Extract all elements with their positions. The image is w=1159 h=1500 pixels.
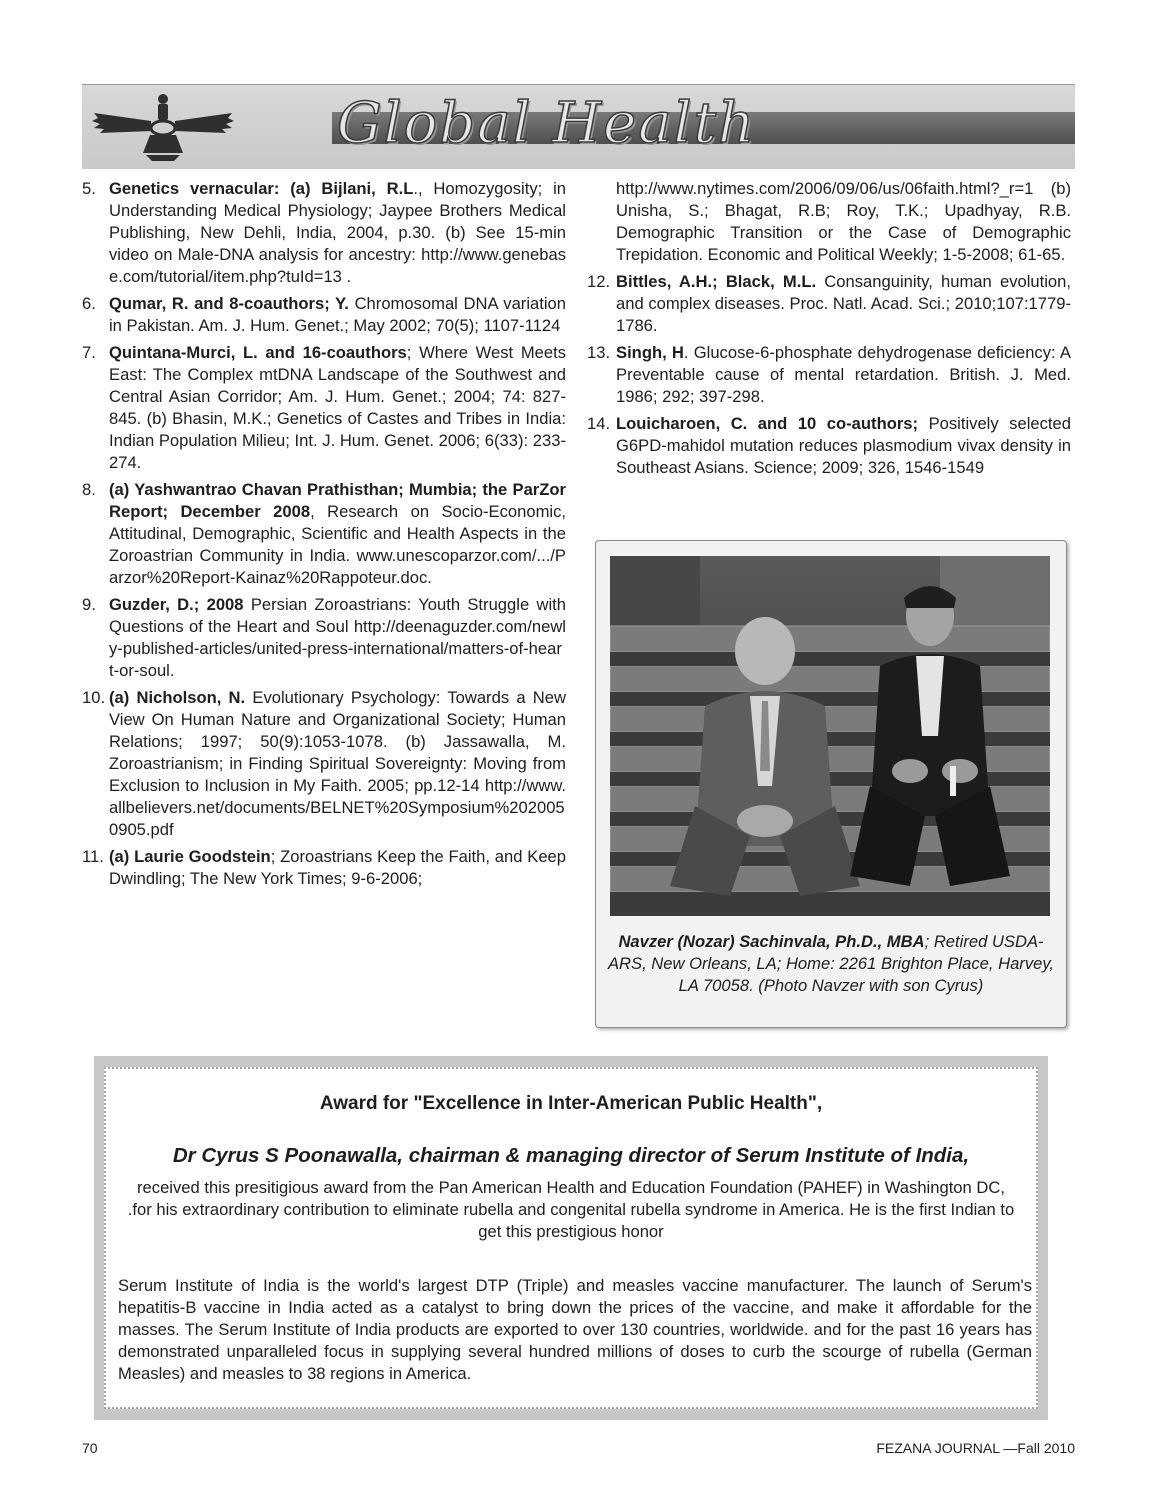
award-title: Award for "Excellence in Inter-American Public Health",: [319, 1093, 823, 1114]
reference-authors: Guzder, D.; 2008: [109, 595, 244, 614]
reference-text: Positively selected G6PD-mahidol mutation reduces plasmodium vivax density in Southeast Asians. Science; 2009; 326, 1546-1549: [616, 414, 1071, 477]
reference-number: 7.: [82, 343, 96, 362]
reference-text: ; Zoroastrians Keep the Faith, and Keep Dwindling; The New York Times; 9-6-2006;: [109, 847, 567, 888]
reference-continuation: [616, 178, 1071, 266]
reference-authors: (a) Laurie Goodstein: [109, 847, 271, 866]
photo-illustration: [610, 556, 1050, 916]
reference-text: (b) Unisha, S.; Bhagat, R.B; Roy, T.K.; Upadhyay, R.B. Demographic Transition or the Case of Demographic Trepidation. Economic and Political Weekly; 1-5-2008; 61-65.: [616, 179, 1071, 264]
reference-link[interactable]: http://www.nytimes.com/2006/09/06/us/06faith.html?_r=1: [616, 179, 1034, 198]
reference-link[interactable]: http://deenaguzder.com/newly-published-articles/united-press-international/matters-of-heart-or-soul.: [109, 617, 566, 680]
reference-item: [82, 479, 566, 589]
page-title: Global Health: [337, 91, 757, 156]
reference-text: Evolutionary Psychology: Towards a New View On Human Nature and Organizational Society; Human Relations; 1997; 50(9):1053-1078. (b) Jassawalla, M. Zoroastrianism; in Finding Spiritual Sovereignty: Moving from Exclusion to Inclusion in My Faith. 2005; pp.12-14: [109, 688, 566, 795]
photo-caption: [606, 931, 1056, 997]
faravahar-icon: [88, 91, 238, 163]
reference-authors: (a) Nicholson, N.: [109, 688, 246, 707]
reference-item: [82, 846, 566, 890]
award-body: Serum Institute of India is the world's largest DTP (Triple) and measles vaccine manufacturer. The launch of Serum's hepatitis-B vaccine in India acted as a catalyst to bring down the prices of the vaccine, and make it affordable for the masses. The Serum Institute of India products are exported to over 130 countries, worldwide. and for the past 16 years has demonstrated unparalleled focus in supplying several hundred millions of doses to curb the scourge of rubella (German Measles) and measles to 38 regions in America.: [118, 1276, 1032, 1383]
caption-text: ; Retired USDA-ARS, New Orleans, LA; Home: 2261 Brighton Place, Harvey, LA 70058. (Photo Navzer with son Cyrus): [607, 932, 1055, 995]
award-subtitle: Dr Cyrus S Poonawalla, chairman & managing director of Serum Institute of India,: [172, 1144, 970, 1167]
photo-box: [595, 540, 1067, 1028]
reference-authors: Qumar, R. and 8-coauthors; Y.: [109, 294, 349, 313]
reference-authors: (a) Yashwantrao Chavan Prathisthan; Mumbia; the ParZor Report; December 2008: [109, 480, 566, 521]
journal-footer: FEZANA JOURNAL —Fall 2010: [876, 1440, 1075, 1456]
reference-text: ., Homozygosity; in Understanding Medical Physiology; Jaypee Brothers Medical Publishing, New Dehli, India, 2004, p.30. (b) See 15-min video on Male-DNA analysis for ancestry:: [109, 179, 566, 264]
reference-text: Persian Zoroastrians: Youth Struggle with Questions of the Heart and Soul: [109, 595, 566, 636]
reference-text: Consanguinity, human evolution, and complex diseases. Proc. Natl. Acad. Sci.; 2010;107:1779-1786.: [616, 272, 1071, 335]
award-box: [94, 1056, 1048, 1420]
reference-item: [82, 342, 566, 474]
reference-number: 6.: [82, 294, 96, 313]
references-right-column: [587, 178, 1071, 484]
reference-number: 8.: [82, 480, 96, 499]
reference-authors: Singh, H: [616, 343, 684, 362]
page-number: 70: [82, 1440, 98, 1456]
reference-number: 12.: [587, 272, 611, 291]
reference-item: [82, 178, 566, 288]
reference-authors: Genetics vernacular: (a) Bijlani, R.L: [109, 179, 414, 198]
reference-item: [587, 271, 1071, 337]
reference-item: [587, 413, 1071, 479]
reference-number: 5.: [82, 179, 96, 198]
reference-item: [587, 342, 1071, 408]
photo: [610, 556, 1050, 916]
reference-authors: Quintana-Murci, L. and 16-coauthors: [109, 343, 407, 362]
reference-authors: Louicharoen, C. and 10 co-authors;: [616, 414, 919, 433]
reference-link[interactable]: http://www.genebase.com/tutorial/item.php?tuId=13 .: [109, 245, 566, 286]
reference-text: ; Where West Meets East: The Complex mtDNA Landscape of the Southwest and Central Asian Corridor; Am. J. Hum. Genet.; 2004; 74: 827-845. (b) Bhasin, M.K.; Genetics of Castes and Tribes in India: Indian Population Milieu; Int. J. Hum. Genet. 2006; 6(33): 233-274.: [109, 343, 567, 472]
reference-text: , Research on Socio-Economic, Attitudinal, Demographic, Scientific and Health Aspects in the Zoroastrian Community in India.: [109, 502, 566, 565]
section-banner: [82, 84, 1075, 169]
caption-name: Navzer (Nozar) Sachinvala, Ph.D., MBA: [618, 932, 925, 951]
reference-number: 10.: [82, 688, 106, 707]
reference-item: [82, 594, 566, 682]
references-left-column: [82, 178, 566, 895]
reference-number: 13.: [587, 343, 611, 362]
reference-authors: Bittles, A.H.; Black, M.L.: [616, 272, 817, 291]
reference-number: 14.: [587, 414, 611, 433]
reference-item: [82, 687, 566, 841]
reference-item: [82, 293, 566, 337]
reference-link[interactable]: www.unescoparzor.com/.../Parzor%20Report-Kainaz%20Rappoteur.doc.: [109, 546, 566, 587]
reference-text: . Glucose-6-phosphate dehydrogenase deficiency: A Preventable cause of mental retardation. British. J. Med. 1986; 292; 397-298.: [616, 343, 1072, 406]
reference-number: 11.: [82, 847, 104, 866]
award-description: received this presitigious award from the Pan American Health and Education Foundation (PAHEF) in Washington DC, .for his extraordinary contribution to eliminate rubella and congenital rubella syndrome in America. He is the first Indian to get this prestigious honor: [127, 1178, 1015, 1241]
reference-text: Chromosomal DNA variation in Pakistan. Am. J. Hum. Genet.; May 2002; 70(5); 1107-1124: [109, 294, 567, 335]
reference-link[interactable]: http://www.allbelievers.net/documents/BELNET%20Symposium%2020050905.pdf: [109, 776, 566, 839]
award-box-inner: [104, 1067, 1038, 1409]
reference-number: 9.: [82, 595, 96, 614]
